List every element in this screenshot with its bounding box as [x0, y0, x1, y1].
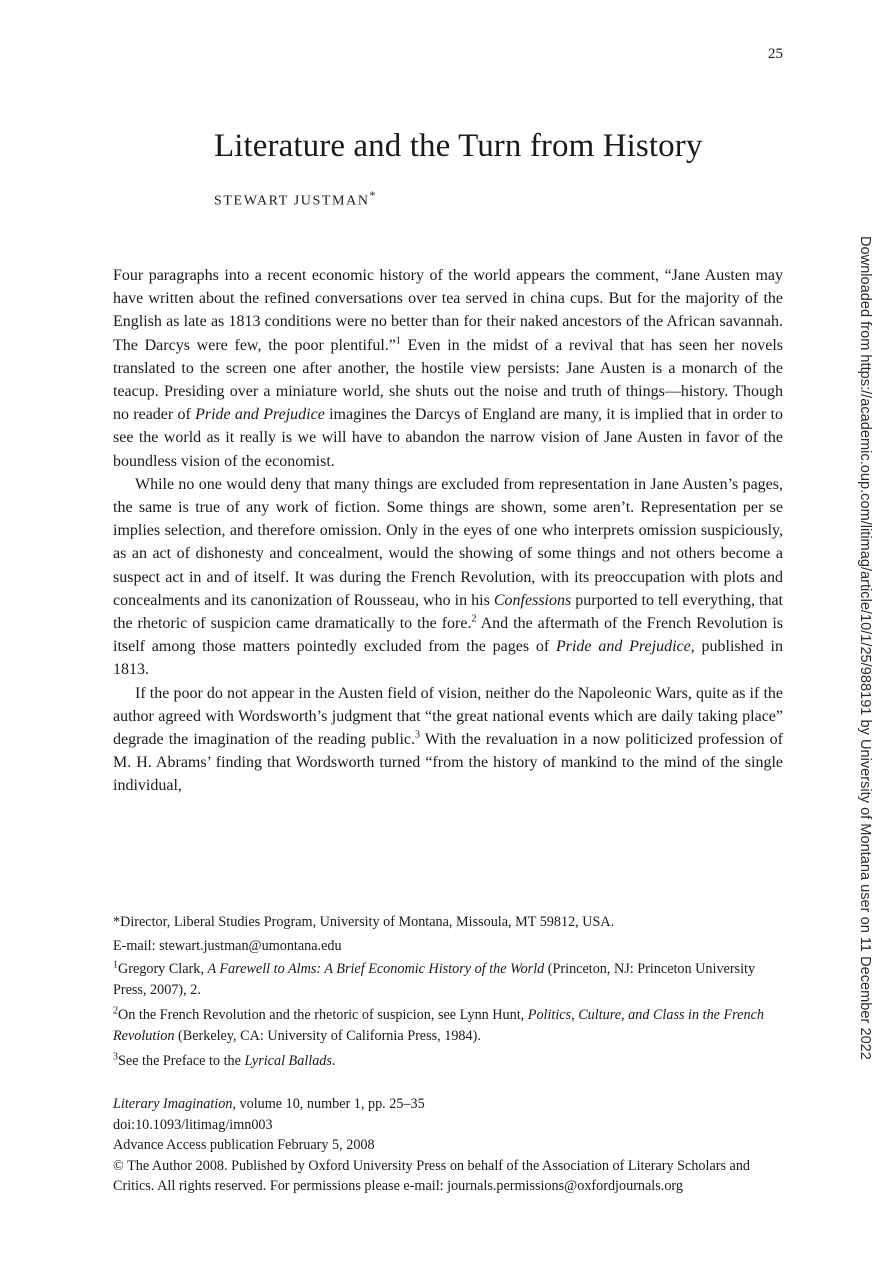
article-body: [113, 264, 783, 798]
italic-title: Pride and Prejudice: [195, 406, 325, 424]
italic-title: Pride and Prejudice: [555, 638, 691, 656]
footnotes: [113, 912, 783, 1077]
italic-title: Politics, Culture, and Class in the French Revolution: [113, 1007, 764, 1044]
doi: doi:10.1093/litimag/imn003: [113, 1116, 273, 1133]
page-number: 25: [768, 46, 783, 62]
author-line: [214, 188, 376, 210]
text-run: If the poor do not appear in the Austen field of vision, neither do the Napoleonic Wars, quite as if the author agreed with Wordsworth’s judgment that “the great national events which are daily taking place” degrade the imagination of the reading public.: [113, 684, 783, 749]
text-run: *Director, Liberal Studies Program, University of Montana, Missoula, MT 59812, USA.: [113, 914, 615, 930]
footnote: [113, 912, 783, 933]
footnote-ref: 3: [113, 1051, 118, 1063]
volume-info: , volume 10, number 1, pp. 25–35: [232, 1096, 425, 1112]
footnote-ref: 2: [113, 1005, 118, 1017]
body-paragraph: [113, 264, 783, 473]
text-run: E-mail: stewart.justman@umontana.edu: [113, 937, 342, 954]
text-run: (Princeton, NJ: Princeton University Press, 2007), 2.: [113, 961, 756, 998]
text-run: With the revaluation in a now politicized profession of M. H. Abrams’ finding that Wordsworth turned “from the history of mankind to the mind of the single individual,: [113, 731, 784, 795]
advance-access: Advance Access publication February 5, 2008: [113, 1137, 375, 1153]
author-footnote-marker: *: [369, 188, 376, 202]
footnote-ref: 1: [395, 335, 401, 347]
text-run: While no one would deny that many things are excluded from representation in Jane Austen’s pages, the same is true of any work of fiction. Some things are shown, some aren’t. Representation per se implies selection, and therefore omission. Only in the eyes of one who interprets omission suspiciously, as an act of dishonesty and concealment, would the showing of some things and not others become a suspect act in and of itself. It was during the French Revolution, with its preoccupation with plots and concealments and its canonization of Rousseau, who in his: [113, 475, 783, 609]
download-notice: Downloaded from https://academic.oup.com/litimag/article/10/1/25/988191 by University of Montana user on 11 December 2022: [857, 236, 873, 1060]
body-paragraph: [113, 473, 783, 682]
footnote: [113, 1051, 783, 1072]
text-run: imagines the Darcys of England are many, it is implied that in order to see the world as it really is we will have to abandon the narrow vision of Jane Austen in favor of the boundless vision of the economist.: [113, 406, 783, 470]
copyright-notice: © The Author 2008. Published by Oxford University Press on behalf of the Association of Literary Scholars and Critics. All rights reserved. For permissions please e-mail: journals.permissions@oxfordjournals.org: [113, 1157, 751, 1194]
footnote-ref: 3: [415, 729, 420, 741]
text-run: purported to tell everything, that the rhetoric of suspicion came dramatically to the fore.: [113, 591, 784, 633]
article-title: Literature and the Turn from History: [214, 128, 703, 164]
text-run: On the French Revolution and the rhetoric of suspicion, see Lynn Hunt,: [118, 1007, 528, 1023]
footnote: [113, 959, 783, 1000]
footnote: [113, 1005, 783, 1046]
text-run: .: [331, 1053, 336, 1069]
text-run: Four paragraphs into a recent economic history of the world appears the comment, “Jane Austen may have written about the refined conversations over tea served in china cups. But for the majority of the English as late as 1813 conditions were no better than for their naked ancestors of the African savannah. The Darcys were few, the poor plentiful.”: [113, 267, 783, 354]
footnote-ref: 1: [113, 959, 118, 971]
footnote: [113, 936, 783, 957]
publication-info: [113, 1094, 783, 1197]
journal-name: Literary Imagination: [113, 1096, 233, 1112]
text-run: (Berkeley, CA: University of California Press, 1984).: [174, 1027, 481, 1044]
italic-title: A Farewell to Alms: A Brief Economic History of the World: [207, 961, 545, 977]
body-paragraph: [113, 682, 783, 798]
text-run: And the aftermath of the French Revolution is itself among those matters pointedly excluded from the pages of: [113, 615, 783, 656]
footnote-ref: 2: [471, 613, 477, 625]
text-run: Even in the midst of a revival that has seen her novels translated to the screen one after another, the hostile view persists: Jane Austen is a monarch of the teacup. Presiding over a miniature world, she shuts out the noise and truth of things—history. Though no reader of: [113, 336, 783, 424]
text-run: See the Preface to the: [118, 1053, 245, 1069]
italic-title: Lyrical Ballads: [244, 1053, 332, 1069]
journal-citation: [113, 1094, 783, 1115]
italic-title: Confessions: [493, 591, 572, 609]
text-run: , published in 1813.: [113, 638, 783, 679]
text-run: Gregory Clark,: [118, 961, 208, 977]
author-name: STEWART JUSTMAN: [214, 193, 370, 209]
